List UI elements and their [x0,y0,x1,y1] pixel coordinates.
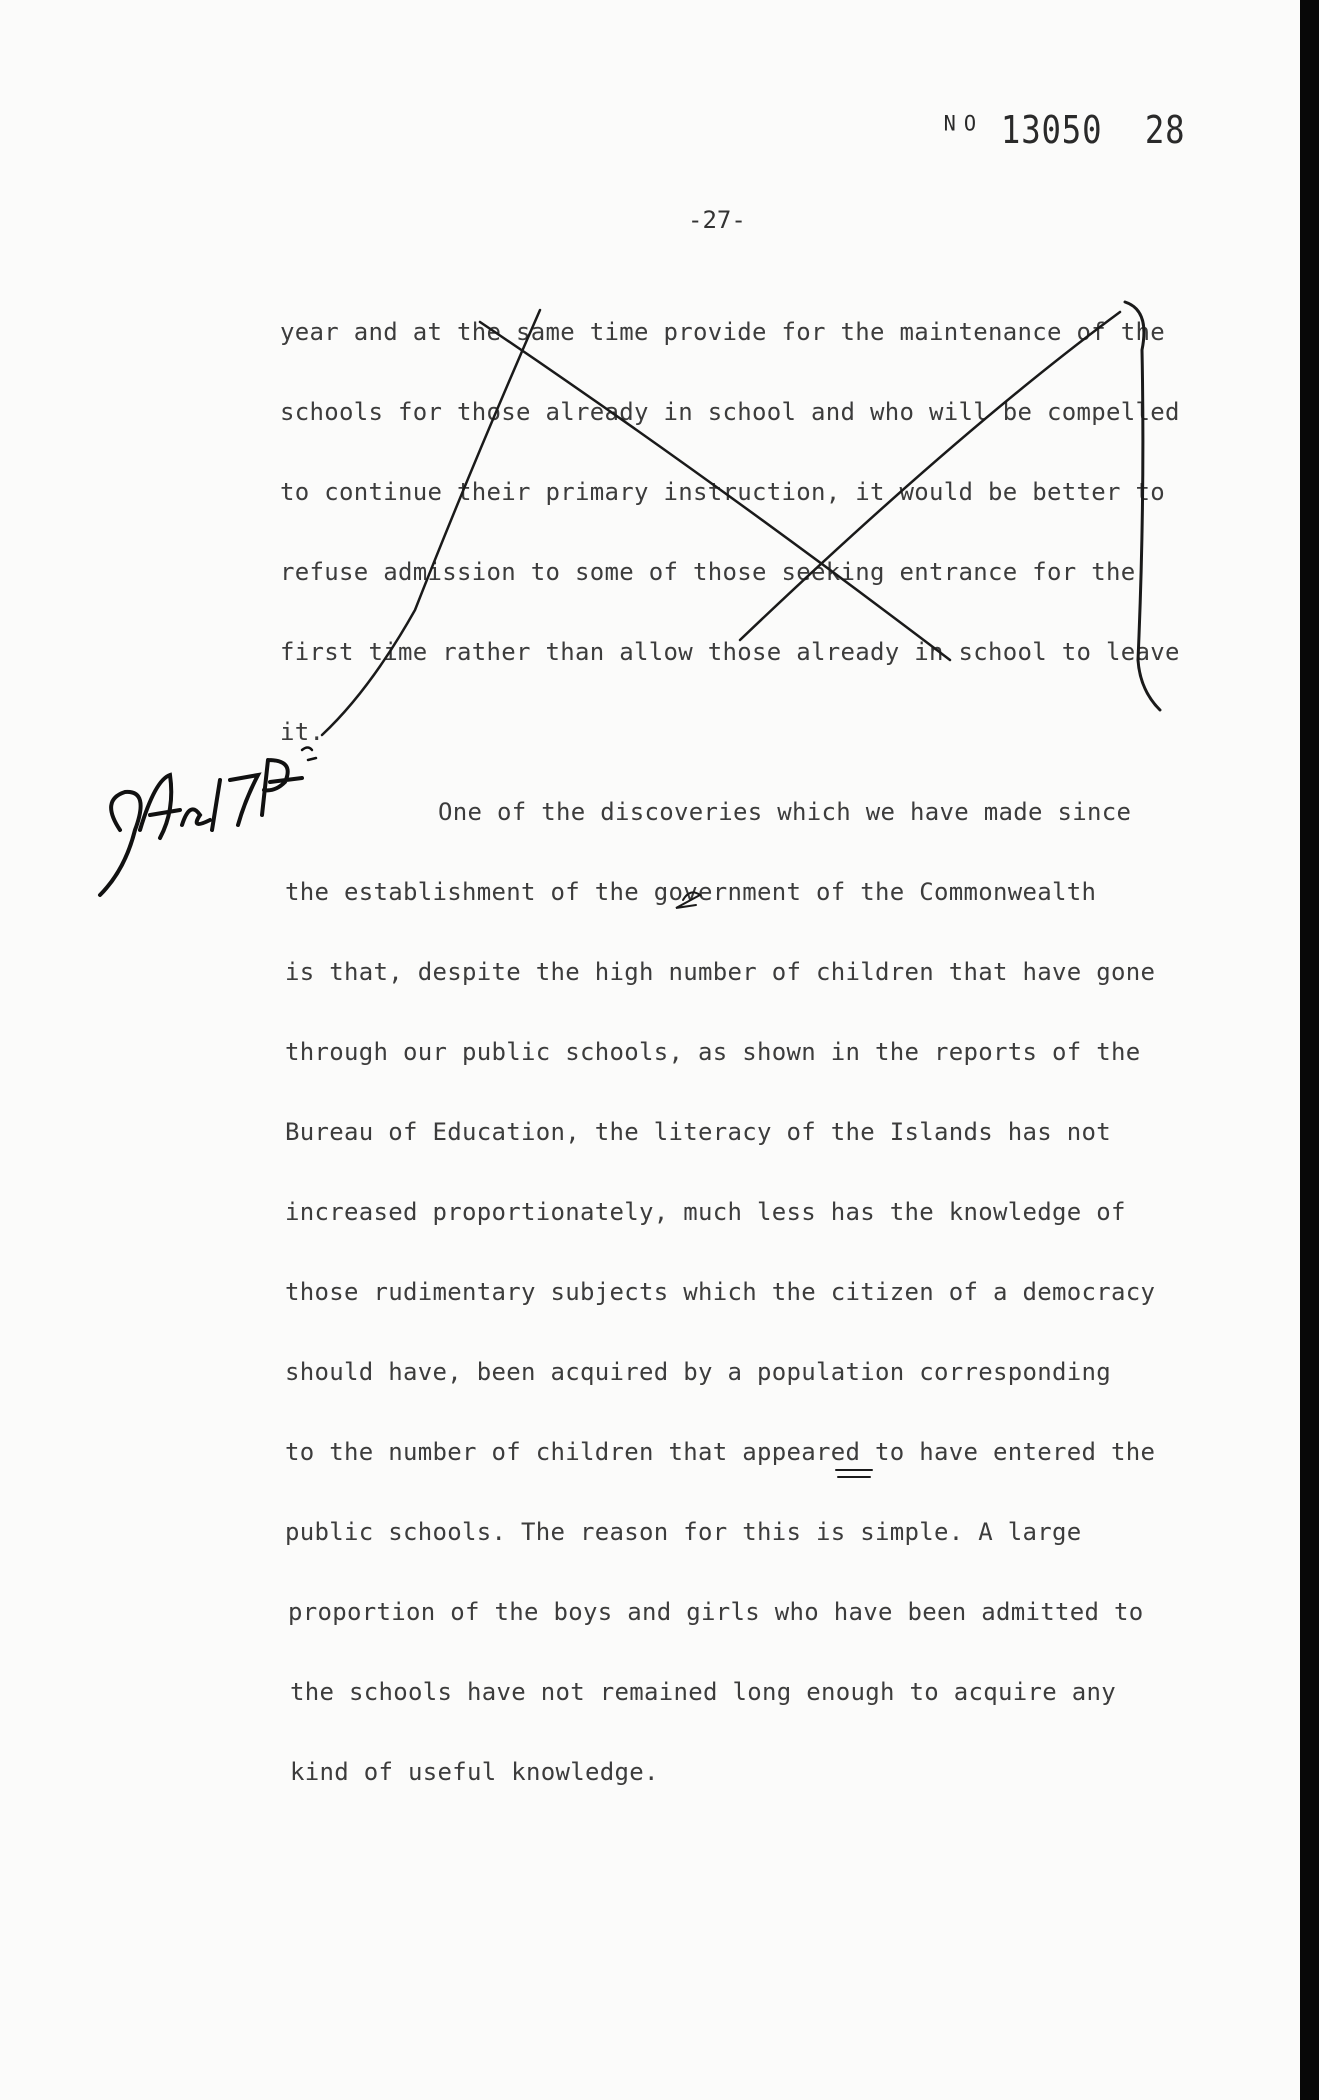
text-line: kind of useful knowledge. [290,1758,659,1786]
text-line: to the number of children that appeared to have entered the [285,1438,1156,1466]
archive-stamp [940,108,1185,152]
text-line: refuse admission to some of those seeking entrance for the [280,558,1136,586]
stamp-prefix-icon: ᴺᴼ [940,108,1001,152]
cross-out-stroke-left [322,310,540,735]
text-line: to continue their primary instruction, it would be better to [280,478,1165,506]
text-line: schools for those already in school and who will be compelled [280,398,1180,426]
text-line: public schools. The reason for this is simple. A large [285,1518,1082,1546]
text-line: increased proportionately, much less has the knowledge of [285,1198,1126,1226]
text-line: the schools have not remained long enough to acquire any [290,1678,1116,1706]
text-line: it. [280,718,325,746]
text-line: through our public schools, as shown in the reports of the [285,1038,1141,1066]
sheet-number: 28 [1144,108,1186,152]
text-line: proportion of the boys and girls who have been admitted to [288,1598,1144,1626]
text-line: the establishment of the government of the Commonwealth [285,878,1097,906]
text-line: should have, been acquired by a population corresponding [285,1358,1111,1386]
text-line: year and at the same time provide for the maintenance of the [280,318,1165,346]
text-line: first time rather than allow those already in school to leave [280,638,1180,666]
edit-mark-appeared [836,1470,872,1477]
page-number: -27- [688,206,746,234]
text-line: One of the discoveries which we have made since [438,798,1132,826]
cross-out-stroke-upper [740,312,1120,640]
stamp-number: 13050 [1000,108,1103,152]
scan-border [1300,0,1319,2100]
text-line: Bureau of Education, the literacy of the Islands has not [285,1118,1111,1146]
handwritten-initials-icon [80,720,340,920]
text-line: those rudimentary subjects which the citizen of a democracy [285,1278,1156,1306]
text-line: is that, despite the high number of children that have gone [285,958,1156,986]
